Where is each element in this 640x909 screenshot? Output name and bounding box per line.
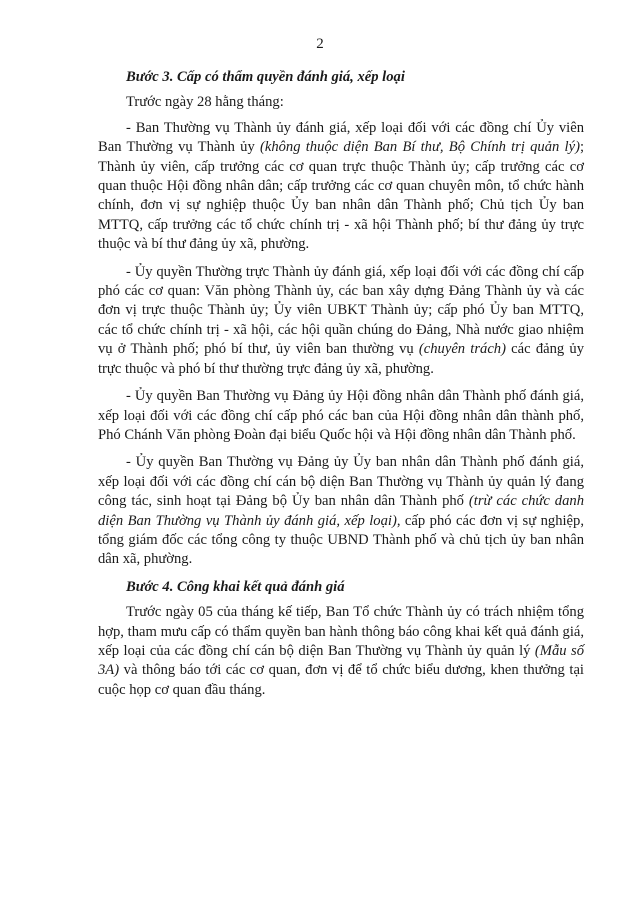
text-run: - Ủy quyền Ban Thường vụ Đảng ủy Ủy ban nhân dân Thành phố đánh giá, xếp loại đối với các đồng chí cán bộ diện Ban Thường vụ Thành ủy quản lý đang công tác, sinh hoạt tại Đảng bộ Ủy ban nhân dân Thành phố	[98, 454, 584, 510]
text-run: và thông báo tới các cơ quan, đơn vị để tổ chức biểu dương, khen thưởng tại cuộc họp cơ quan đầu tháng.	[98, 662, 584, 698]
text-run: các đảng ủy trực thuộc và phó bí thư thường trực đảng ủy xã, phường.	[98, 341, 584, 377]
text-run: ; Thành ủy viên, cấp trưởng các cơ quan trực thuộc Thành ủy; cấp trưởng các cơ quan thuộc Hội đồng nhân dân; cấp trưởng các cơ quan chuyên môn, tổ chức hành chính, đơn vị sự nghiệp thuộc Ủy ban nhân dân Thành phố; Chủ tịch Ủy ban MTTQ, cấp trưởng các tổ chức chính trị - xã hội Thành phố; bí thư đảng ủy trực thuộc và bí thư đảng ủy xã, phường.	[98, 139, 584, 253]
step3-paragraph-4	[98, 453, 584, 569]
italic-run: (chuyên trách)	[418, 341, 506, 358]
italic-run: (Mẫu số 3A)	[98, 642, 584, 679]
step3-heading: Bước 3. Cấp có thẩm quyền đánh giá, xếp loại	[126, 69, 405, 85]
step3-paragraph-2	[98, 263, 584, 379]
step4-paragraph-1	[98, 603, 584, 700]
step3-intro: Trước ngày 28 hằng tháng:	[126, 94, 284, 111]
text-run: Trước ngày 05 của tháng kế tiếp, Ban Tổ chức Thành ủy có trách nhiệm tổng hợp, tham mưu cấp có thẩm quyền ban hành thông báo công khai kết quả đánh giá, xếp loại của các đồng chí cán bộ diện Ban Thường vụ Thành ủy quản lý	[98, 604, 584, 659]
document-body	[98, 68, 584, 708]
text-run: - Ủy quyền Thường trực Thành ủy đánh giá, xếp loại đối với các đồng chí cấp phó các cơ quan: Văn phòng Thành ủy, các ban xây dựng Đảng Thành ủy và các đơn vị trực thuộc Thành ủy; Ủy viên UBKT Thành ủy; cấp phó Ủy ban MTTQ, các tổ chức chính trị - xã hội, các hội quần chúng do Đảng, Nhà nước giao nhiệm vụ ở Thành phố; phó bí thư, ủy viên ban thường vụ	[98, 263, 584, 358]
step3-paragraph-3: - Ủy quyền Ban Thường vụ Đảng ủy Hội đồng nhân dân Thành phố đánh giá, xếp loại đối với các đồng chí cấp phó các ban của Hội đồng nhân dân thành phố, Phó Chánh Văn phòng Đoàn đại biểu Quốc hội và Hội đồng nhân dân Thành phố.	[98, 388, 584, 443]
step3-paragraph-1	[98, 119, 584, 255]
step4-heading: Bước 4. Công khai kết quả đánh giá	[126, 578, 345, 595]
page-number: 2	[316, 36, 324, 52]
text-run: , cấp phó các đơn vị sự nghiệp, tổng giám đốc các tổng công ty thuộc UBND Thành phố và chủ tịch ủy ban nhân dân xã, phường.	[98, 512, 584, 568]
text-run: - Ban Thường vụ Thành ủy đánh giá, xếp loại đối với các đồng chí Ủy viên Ban Thường vụ Thành ủy	[98, 119, 584, 156]
italic-run: (trừ các chức danh diện Ban Thường vụ Thành ủy đánh giá, xếp loại)	[98, 493, 584, 529]
italic-run: (không thuộc diện Ban Bí thư, Bộ Chính trị quản lý)	[259, 139, 580, 156]
